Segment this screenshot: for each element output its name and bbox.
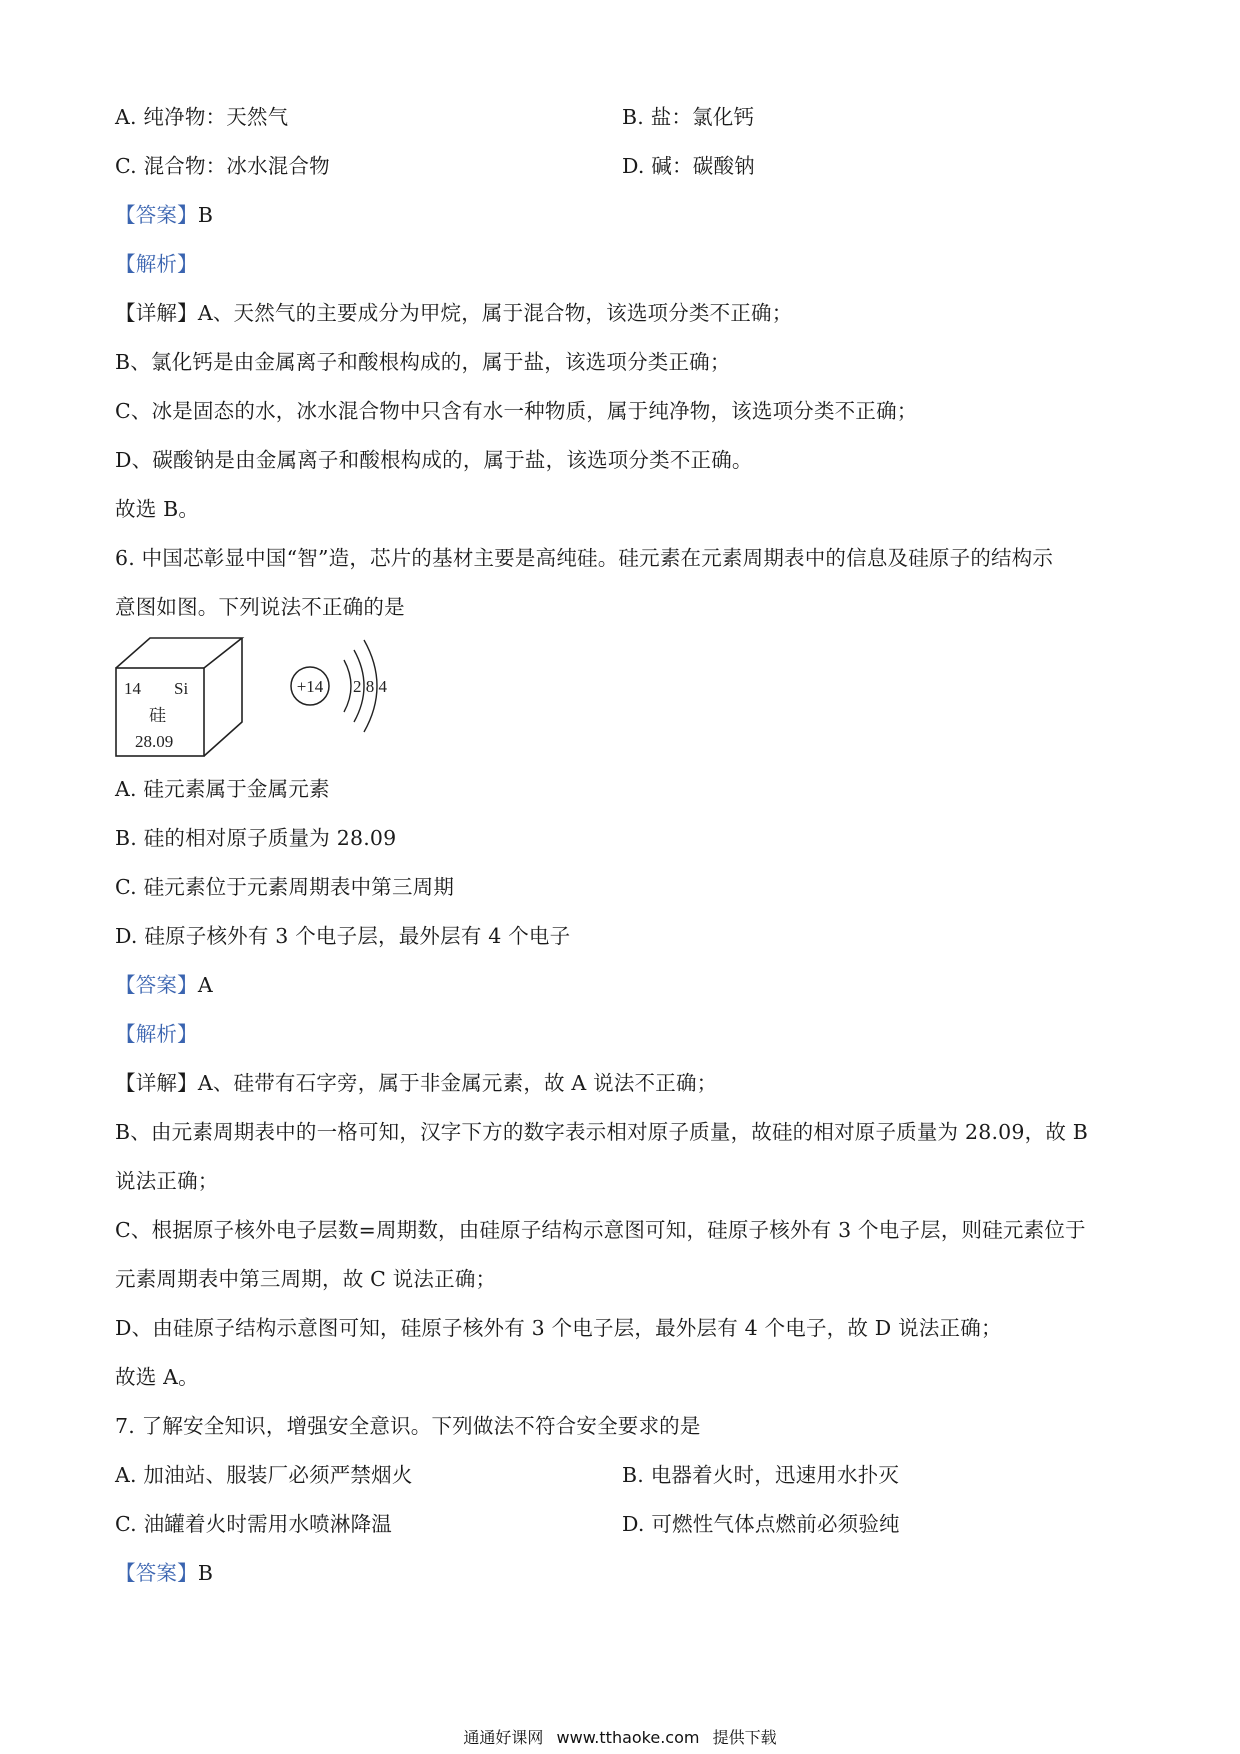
answer-value: A <box>197 973 213 997</box>
q6-option-d: D. 硅原子核外有 3 个电子层，最外层有 4 个电子 <box>115 924 571 948</box>
nucleus-charge: +14 <box>296 677 324 696</box>
q5-detail-line-4: D、碳酸钠是由金属离子和酸根构成的，属于盐，该选项分类不正确。 <box>115 448 753 472</box>
detail-tag: 【详解】 <box>115 1071 198 1095</box>
detail-tag: 【详解】 <box>115 301 198 325</box>
q6-answer <box>115 971 213 999</box>
answer-tag: 【答案】 <box>115 973 198 997</box>
electron-counts: 2 8 4 <box>353 677 387 696</box>
footer-site-name: 通通好课网 <box>463 1728 544 1747</box>
page-footer <box>0 1725 1240 1748</box>
silicon-figure <box>112 636 412 760</box>
answer-tag: 【答案】 <box>115 203 198 227</box>
footer-suffix: 提供下载 <box>712 1728 777 1747</box>
footer-url[interactable]: www.tthaoke.com <box>556 1728 700 1747</box>
q6-detail-line-6: D、由硅原子结构示意图可知，硅原子核外有 3 个电子层，最外层有 4 个电子，故 D 说法正确； <box>115 1316 1002 1340</box>
q7-answer <box>115 1559 213 1587</box>
detail-text: A、天然气的主要成分为甲烷，属于混合物，该选项分类不正确； <box>197 301 793 325</box>
q7-option-d: D. 可燃性气体点燃前必须验纯 <box>622 1512 900 1536</box>
q5-option-a: A. 纯净物：天然气 <box>115 105 289 129</box>
answer-tag: 【答案】 <box>115 1561 198 1585</box>
q7-option-a: A. 加油站、服装厂必须严禁烟火 <box>115 1463 413 1487</box>
q7-option-b: B. 电器着火时，迅速用水扑灭 <box>622 1463 900 1487</box>
element-number: 14 <box>124 679 141 698</box>
q6-detail-line-2: B、由元素周期表中的一格可知，汉字下方的数字表示相对原子质量，故硅的相对原子质量为 28.09，故 B <box>115 1120 1089 1144</box>
q5-option-c: C. 混合物：冰水混合物 <box>115 154 330 178</box>
q5-analysis-tag: 【解析】 <box>115 252 198 276</box>
element-mass: 28.09 <box>135 732 174 751</box>
q6-stem-line-1: 6. 中国芯彰显中国“智”造，芯片的基材主要是高纯硅。硅元素在元素周期表中的信息及硅原子的结构示 <box>115 546 1054 570</box>
q5-option-b: B. 盐：氯化钙 <box>622 105 755 129</box>
q5-option-d: D. 碱：碳酸钠 <box>622 154 755 178</box>
q6-analysis-tag: 【解析】 <box>115 1022 198 1046</box>
q6-detail-line-5: 元素周期表中第三周期，故 C 说法正确； <box>115 1267 497 1291</box>
q6-conclusion: 故选 A。 <box>115 1365 199 1389</box>
q5-answer <box>115 201 213 229</box>
q5-conclusion: 故选 B。 <box>115 497 200 521</box>
q6-option-a: A. 硅元素属于金属元素 <box>115 777 330 801</box>
answer-value: B <box>197 1561 214 1585</box>
q5-detail-line-1 <box>115 299 792 327</box>
q6-option-c: C. 硅元素位于元素周期表中第三周期 <box>115 875 455 899</box>
q6-detail-line-1 <box>115 1069 717 1097</box>
q5-detail-line-2: B、氯化钙是由金属离子和酸根构成的，属于盐，该选项分类正确； <box>115 350 731 374</box>
q6-detail-line-4: C、根据原子核外电子层数=周期数，由硅原子结构示意图可知，硅原子核外有 3 个电子层，则硅元素位于 <box>115 1218 1086 1242</box>
q7-option-c: C. 油罐着火时需用水喷淋降温 <box>115 1512 392 1536</box>
detail-text: A、硅带有石字旁，属于非金属元素，故 A 说法不正确； <box>197 1071 718 1095</box>
q6-stem-line-2: 意图如图。下列说法不正确的是 <box>115 595 405 619</box>
q7-stem: 7. 了解安全知识，增强安全意识。下列做法不符合安全要求的是 <box>115 1414 701 1438</box>
answer-value: B <box>197 203 214 227</box>
element-symbol: Si <box>174 679 189 698</box>
q6-option-b: B. 硅的相对原子质量为 28.09 <box>115 826 397 850</box>
q5-detail-line-3: C、冰是固态的水，冰水混合物中只含有水一种物质，属于纯净物，该选项分类不正确； <box>115 399 918 423</box>
element-name: 硅 <box>149 706 166 726</box>
q6-detail-line-3: 说法正确； <box>115 1169 219 1193</box>
